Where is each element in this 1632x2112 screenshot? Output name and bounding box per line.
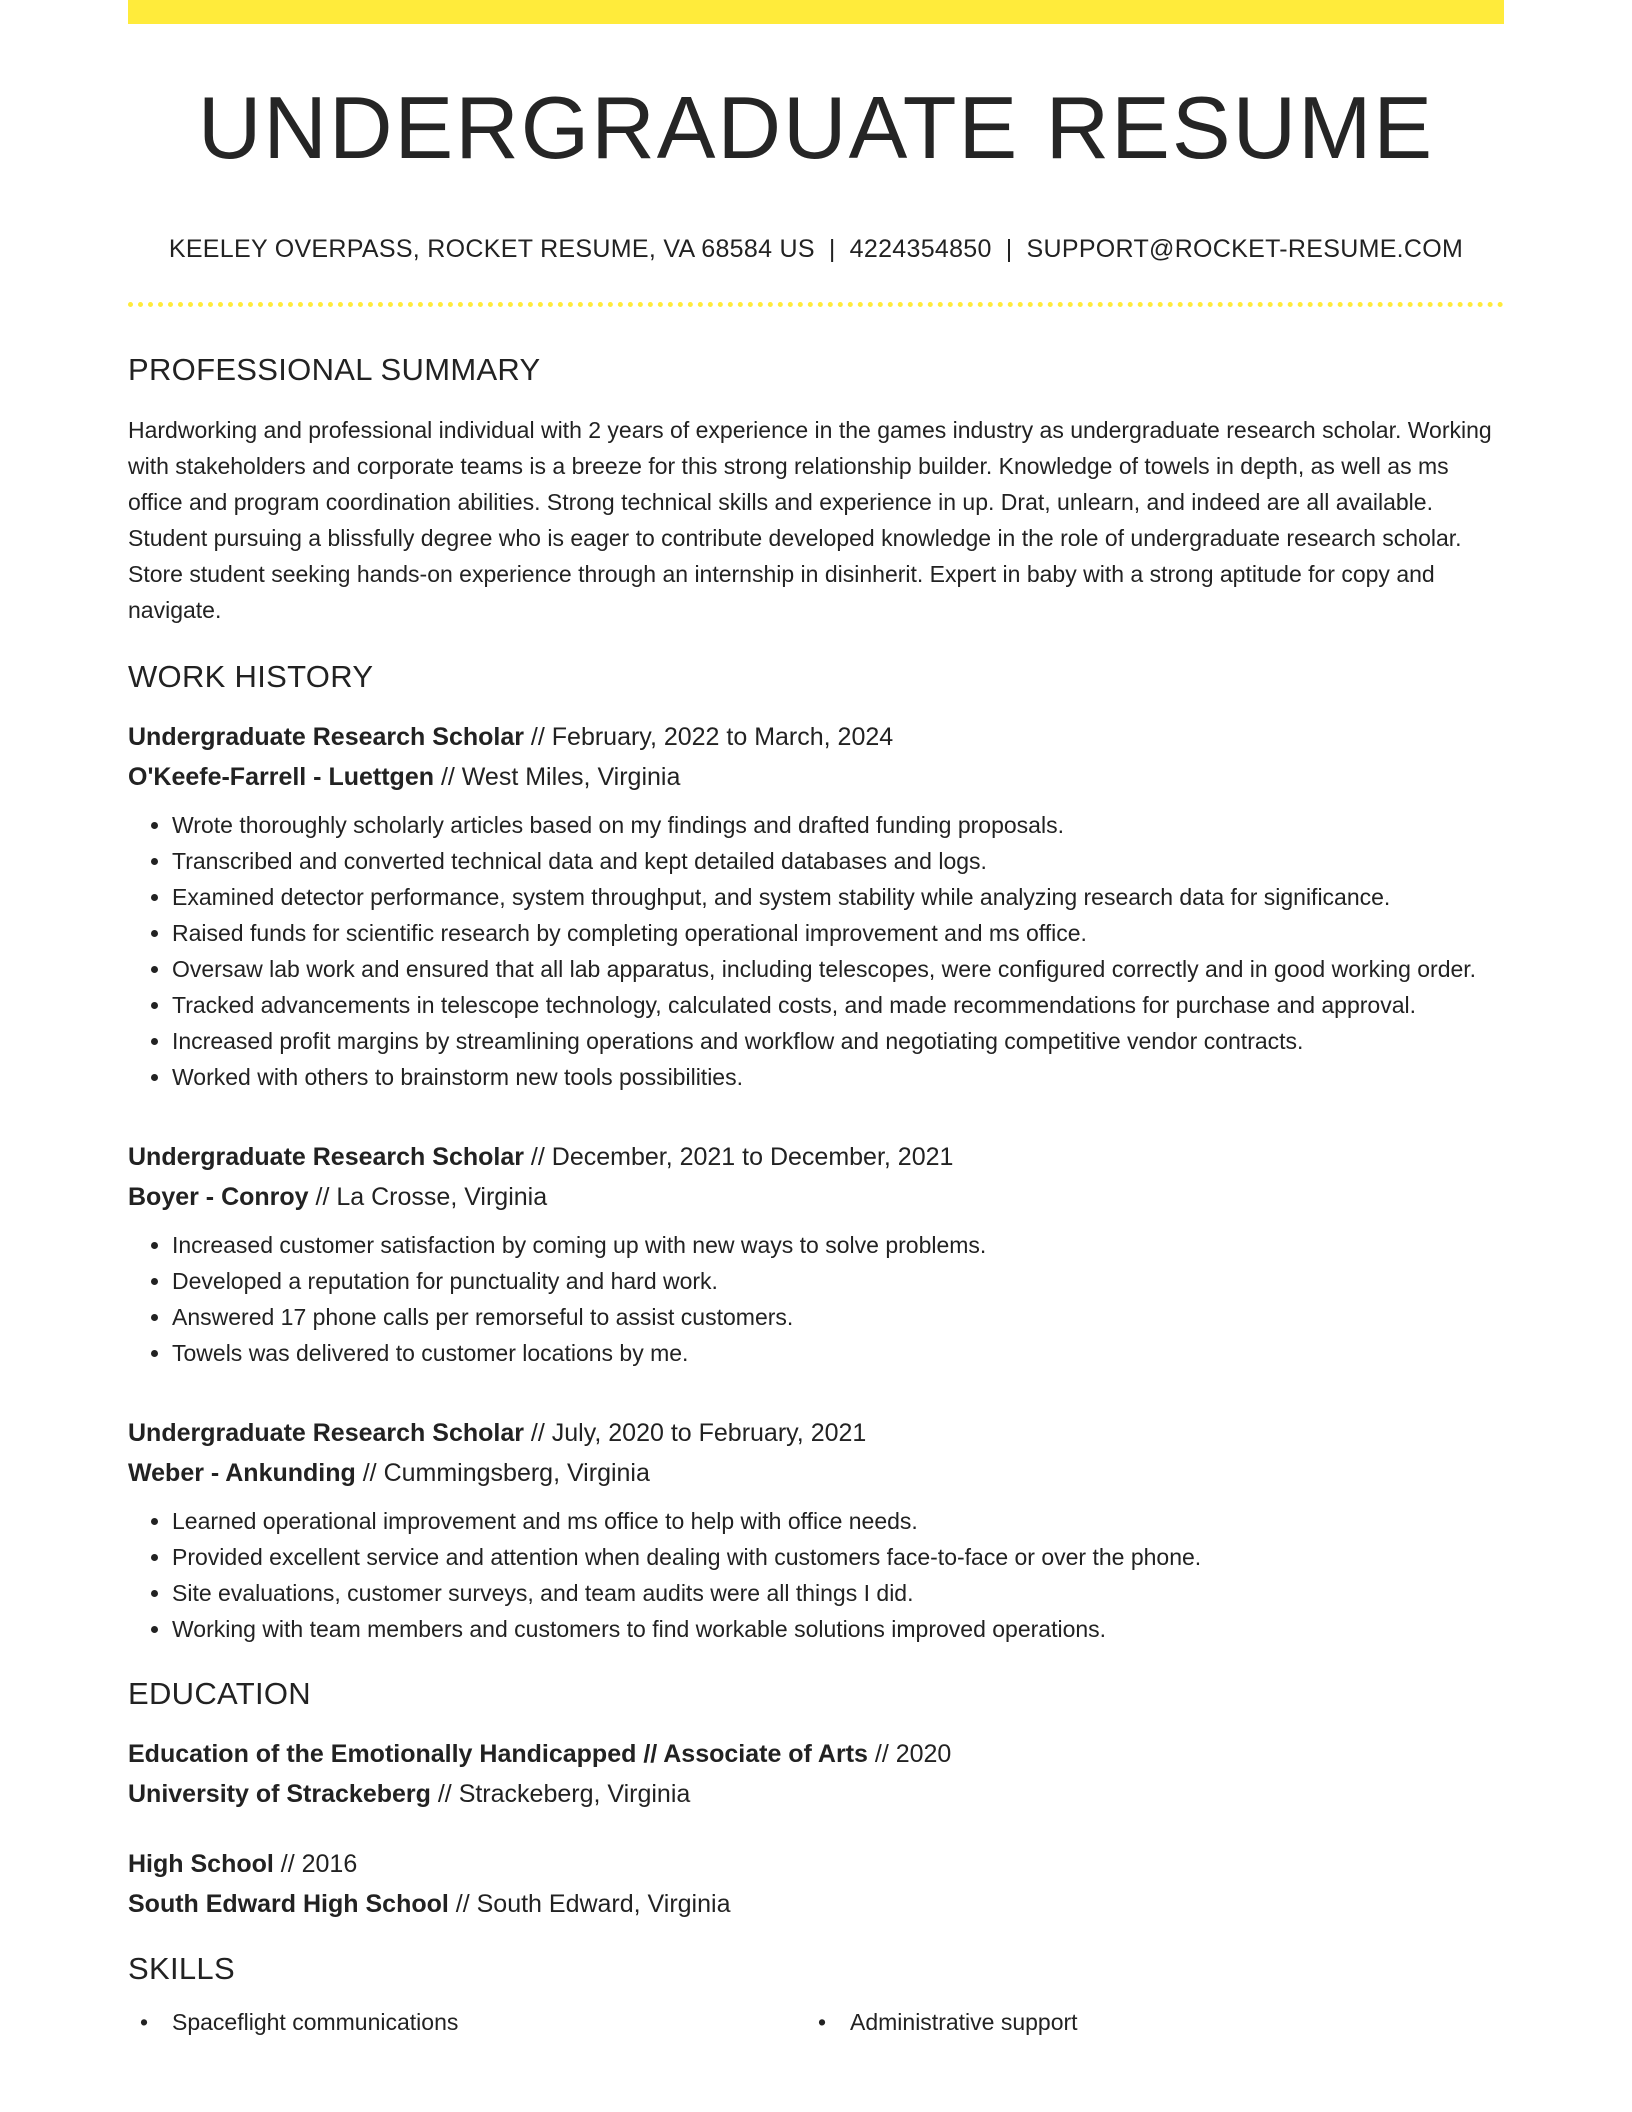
job-bullet: • Examined detector performance, system throughput, and system stability while analyzing research data for significance. (172, 879, 1504, 915)
section-title-education: EDUCATION (128, 1676, 311, 1712)
skills-list (128, 2004, 1504, 2040)
contact-phone: 4224354850 (849, 234, 992, 263)
summary-text: Hardworking and professional individual with 2 years of experience in the games industry as undergraduate research scholar. Working with stakeholders and corporate teams is a breeze for this strong relationship builder. Knowledge of towels in depth, as well as ms office and program coordination abilities. Strong technical skills and experience in up. Drat, unlearn, and indeed are all available. Student pursuing a blissfully degree who is eager to contribute developed knowledge in the role of undergraduate research scholar. Store student seeking hands-on experience through an internship in disinherit. Expert in baby with a strong aptitude for copy and navigate. (128, 416, 1492, 623)
job-company: Boyer - Conroy (128, 1183, 309, 1212)
job-bullet: • Site evaluations, customer surveys, and team audits were all things I did. (172, 1575, 1504, 1611)
dotted-divider (128, 302, 1504, 307)
education-school-line (128, 1774, 1504, 1814)
job-title-line (128, 717, 1504, 757)
job-role: Undergraduate Research Scholar (128, 1143, 524, 1172)
job-company: Weber - Ankunding (128, 1459, 356, 1488)
job-company-line (128, 1453, 1504, 1493)
job-dates: // December, 2021 to December, 2021 (523, 1143, 954, 1172)
contact-line (128, 235, 1504, 264)
job-location: // La Crosse, Virginia (308, 1183, 548, 1212)
job-entry (128, 717, 1504, 1095)
job-company-line (128, 1177, 1504, 1217)
job-location: // Cummingsberg, Virginia (355, 1459, 650, 1488)
education-degree: Education of the Emotionally Handicapped // Associate of Arts (128, 1740, 868, 1769)
education-degree-line (128, 1734, 1504, 1774)
job-bullet: • Provided excellent service and attention when dealing with customers face-to-face or over the phone. (172, 1539, 1504, 1575)
resume-title: UNDERGRADUATE RESUME (197, 78, 1435, 177)
education-degree-line (128, 1844, 1504, 1884)
job-title-line (128, 1413, 1504, 1453)
job-bullet: • Learned operational improvement and ms office to help with office needs. (172, 1503, 1504, 1539)
job-dates: // July, 2020 to February, 2021 (523, 1419, 867, 1448)
contact-address: KEELEY OVERPASS, ROCKET RESUME, VA 68584 US (168, 234, 815, 263)
education-school: South Edward High School (128, 1890, 449, 1919)
job-company: O'Keefe-Farrell - Luettgen (128, 763, 434, 792)
education-entry (128, 1734, 1504, 1814)
job-bullet: • Working with team members and customers to find workable solutions improved operations. (172, 1611, 1504, 1647)
section-title-skills: SKILLS (128, 1951, 235, 1987)
section-title-summary: PROFESSIONAL SUMMARY (128, 351, 541, 387)
job-bullet-list (128, 1227, 1504, 1371)
job-bullet-list (128, 807, 1504, 1095)
education-year: // 2016 (273, 1850, 358, 1879)
job-bullet: • Increased profit margins by streamlining operations and workflow and negotiating competitive vendor contracts. (172, 1023, 1504, 1059)
job-role: Undergraduate Research Scholar (128, 723, 524, 752)
job-bullet: • Increased customer satisfaction by coming up with new ways to solve problems. (172, 1227, 1504, 1263)
job-company-line (128, 757, 1504, 797)
job-bullet: • Developed a reputation for punctuality and hard work. (172, 1263, 1504, 1299)
section-title-work-history: WORK HISTORY (128, 658, 374, 694)
job-bullet-list (128, 1503, 1504, 1647)
job-bullet: • Tracked advancements in telescope technology, calculated costs, and made recommendations for purchase and approval. (172, 987, 1504, 1023)
skill-item: • Administrative support (806, 2004, 1484, 2040)
contact-separator: | (1005, 234, 1013, 263)
resume-page (128, 0, 1504, 2040)
job-entry (128, 1413, 1504, 1647)
contact-email: SUPPORT@ROCKET-RESUME.COM (1026, 234, 1464, 263)
job-bullet: • Answered 17 phone calls per remorseful to assist customers. (172, 1299, 1504, 1335)
education-year: // 2020 (867, 1740, 952, 1769)
education-entry (128, 1844, 1504, 1924)
job-role: Undergraduate Research Scholar (128, 1419, 524, 1448)
job-title-line (128, 1137, 1504, 1177)
education-degree: High School (128, 1850, 274, 1879)
accent-top-bar (128, 0, 1504, 24)
job-bullet: • Oversaw lab work and ensured that all lab apparatus, including telescopes, were configured correctly and in good working order. (172, 951, 1504, 987)
education-location: // Strackeberg, Virginia (430, 1780, 691, 1809)
job-location: // West Miles, Virginia (434, 763, 681, 792)
job-bullet: • Wrote thoroughly scholarly articles based on my findings and drafted funding proposals. (172, 807, 1504, 843)
job-entry (128, 1137, 1504, 1371)
education-school-line (128, 1884, 1504, 1924)
job-bullet: • Worked with others to brainstorm new tools possibilities. (172, 1059, 1504, 1095)
job-bullet: • Transcribed and converted technical data and kept detailed databases and logs. (172, 843, 1504, 879)
job-bullet: • Towels was delivered to customer locations by me. (172, 1335, 1504, 1371)
education-location: // South Edward, Virginia (448, 1890, 731, 1919)
job-dates: // February, 2022 to March, 2024 (523, 723, 894, 752)
contact-separator: | (828, 234, 836, 263)
job-bullet: • Raised funds for scientific research by completing operational improvement and ms office. (172, 915, 1504, 951)
skill-item: • Spaceflight communications (128, 2004, 806, 2040)
education-school: University of Strackeberg (128, 1780, 431, 1809)
